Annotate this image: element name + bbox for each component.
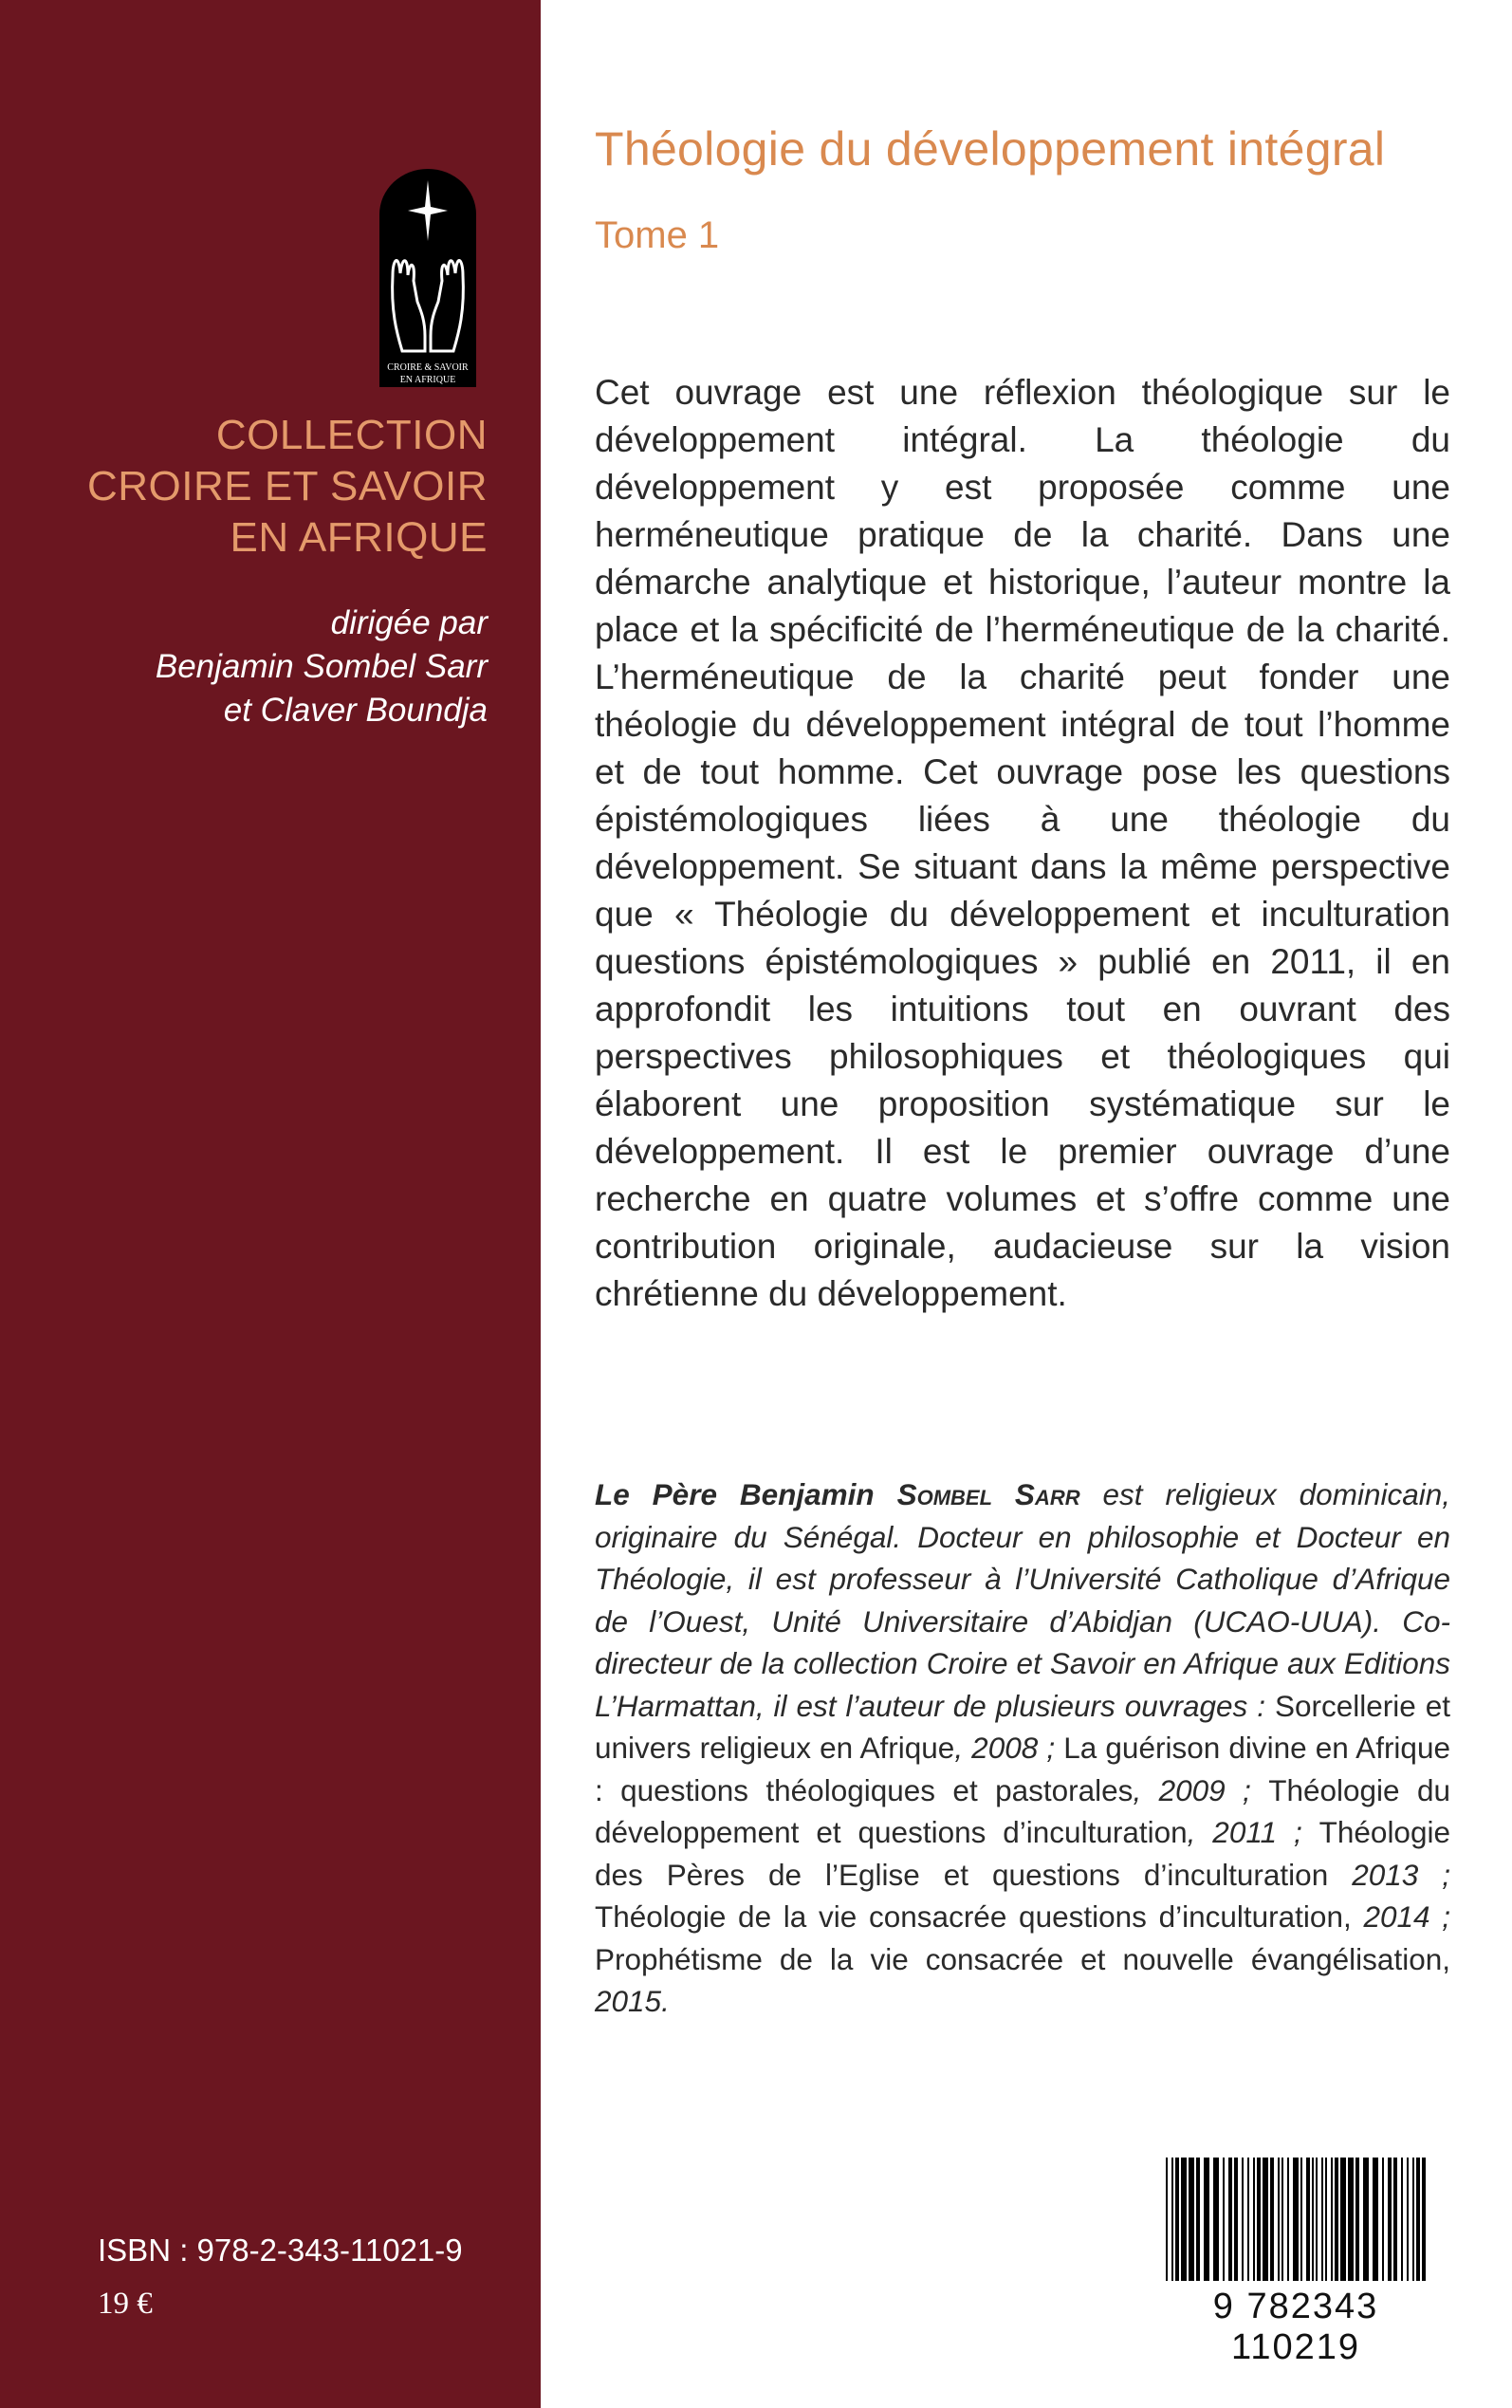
bio-book-year: , 2008 ; xyxy=(954,1731,1064,1765)
book-volume: Tome 1 xyxy=(595,214,720,256)
bio-book-title: Sorcellerie et univers religieux en Afrique xyxy=(595,1688,1450,1765)
logo-text-2: EN AFRIQUE xyxy=(399,375,456,385)
director-name: et Claver Boundja xyxy=(223,692,488,729)
bio-book-title: La guérison divine en Afrique : questions théologiques et pastorales xyxy=(595,1731,1450,1807)
bio-book-year: , 2009 ; xyxy=(1133,1772,1269,1807)
barcode-bar xyxy=(1278,2158,1280,2281)
barcode-bar xyxy=(1293,2158,1299,2281)
barcode-bar xyxy=(1316,2158,1318,2281)
collection-line: EN AFRIQUE xyxy=(230,514,488,561)
barcode-bar xyxy=(1401,2158,1403,2281)
barcode-bar xyxy=(1393,2158,1397,2281)
barcode-bar xyxy=(1300,2158,1302,2281)
barcode-bar xyxy=(1373,2158,1378,2281)
barcode-bar xyxy=(1282,2158,1283,2281)
barcode-bar xyxy=(1412,2158,1414,2281)
barcode-bar xyxy=(1257,2158,1261,2281)
barcode-bar xyxy=(1355,2158,1359,2281)
barcode-bar xyxy=(1312,2158,1314,2281)
barcode-digits: 9 782343 110219 xyxy=(1212,2287,1379,2367)
isbn: ISBN : 978-2-343-11021-9 xyxy=(98,2232,463,2268)
bio-book-title: Prophétisme de la vie consacrée et nouvelle évangélisation xyxy=(595,1941,1443,1976)
barcode-bar xyxy=(1234,2158,1238,2281)
barcode-bar xyxy=(1422,2158,1426,2281)
barcode-bar xyxy=(1340,2158,1346,2281)
barcode-bar xyxy=(1287,2158,1289,2281)
barcode-bar xyxy=(1196,2158,1200,2281)
collection-logo xyxy=(379,169,476,387)
author-name-prefix: Le Père Benjamin xyxy=(595,1477,897,1511)
barcode-bar xyxy=(1416,2158,1420,2281)
barcode-bar xyxy=(1242,2158,1244,2281)
barcode-bar xyxy=(1253,2158,1255,2281)
barcode-bar xyxy=(1306,2158,1310,2281)
barcode-bar xyxy=(1166,2158,1168,2281)
book-summary: Cet ouvrage est une réflexion théologique sur le développement intégral. La théologie du développement y est proposée comme une herméneutique pratique de la charité. Dans une démarche analytique et historique, l’auteur montre la place et la spécificité de l’herméneutique de la charité. L’herméneutique de la charité peut fonder une théologie du développement intégral de tout l’homme et de tout homme. Cet ouvrage pose les questions épistémologiques liées à une théologie du développement. Se situant dans la même perspective que « Théologie du développement et inculturation questions épistémologiques » publié en 2011, il en approfondit les intuitions tout en ouvrant des perspectives philosophiques et théologiques qui élaborent une proposition systématique sur le développement. Il est le premier ouvrage d’une recherche en quatre volumes et s’offre comme une contribution originale, audacieuse sur la vision chrétienne du développement. xyxy=(595,373,1450,1313)
bio-intro: est religieux dominicain, originaire du Sénégal. Docteur en philosophie et Docteur en Théologie, il est professeur à l’Université Catholique d’Afrique de l’Ouest, Unité Universitaire d’Abidjan (UCAO-UUA). Co-directeur de la collection Croire et Savoir en Afrique aux Editions L’Harmattan, il est l’auteur de plusieurs ouvrages : xyxy=(595,1477,1450,1723)
directed-by-label: dirigée par xyxy=(330,604,488,641)
barcode-bar xyxy=(1247,2158,1249,2281)
barcode-bar xyxy=(1263,2158,1268,2281)
collection-line: CROIRE ET SAVOIR xyxy=(86,463,488,509)
book-title: Théologie du développement intégral xyxy=(595,122,1386,176)
bio-book-year: , 2011 ; xyxy=(1187,1815,1319,1849)
barcode-bar xyxy=(1223,2158,1225,2281)
barcode-bar xyxy=(1213,2158,1219,2281)
left-panel xyxy=(0,0,541,2408)
barcode-bar xyxy=(1189,2158,1194,2281)
bio-separator: , xyxy=(1442,1941,1450,1976)
collection-name xyxy=(13,410,488,564)
barcode-bar xyxy=(1321,2158,1323,2281)
bio-book-year: 2013 ; xyxy=(1328,1857,1450,1892)
barcode-bar xyxy=(1348,2158,1354,2281)
barcode-bar xyxy=(1325,2158,1327,2281)
bio-book-title: Théologie des Pères de l’Eglise et questions d’inculturation xyxy=(595,1815,1450,1892)
barcode-bar xyxy=(1181,2158,1187,2281)
barcode-bar xyxy=(1228,2158,1232,2281)
bio-book-title: Théologie du développement et questions d’inculturation xyxy=(595,1772,1451,1849)
price: 19 € xyxy=(98,2287,153,2321)
bio-separator: , xyxy=(1342,1899,1364,1934)
barcode-bar xyxy=(1382,2158,1384,2281)
barcode-bar xyxy=(1335,2158,1338,2281)
director-name: Benjamin Sombel Sarr xyxy=(155,648,488,685)
barcode-bar xyxy=(1171,2158,1173,2281)
bio-book-title: Théologie de la vie consacrée questions d’inculturation xyxy=(595,1899,1343,1934)
barcode-bar xyxy=(1363,2158,1369,2281)
bio-book-year: 2015. xyxy=(595,1984,670,2018)
barcode-bar xyxy=(1388,2158,1392,2281)
barcode-bar xyxy=(1175,2158,1179,2281)
author-surname: Sombel Sarr xyxy=(896,1477,1080,1511)
logo-text-1: CROIRE & SAVOIR xyxy=(387,362,469,373)
collection-directors xyxy=(0,602,488,732)
barcode-bar xyxy=(1407,2158,1409,2281)
barcode-bar xyxy=(1270,2158,1274,2281)
collection-line: COLLECTION xyxy=(215,412,488,458)
barcode-bar xyxy=(1331,2158,1333,2281)
author-biography xyxy=(595,1473,1450,2023)
bio-book-year: 2014 ; xyxy=(1363,1899,1450,1934)
barcode-bar xyxy=(1204,2158,1209,2281)
